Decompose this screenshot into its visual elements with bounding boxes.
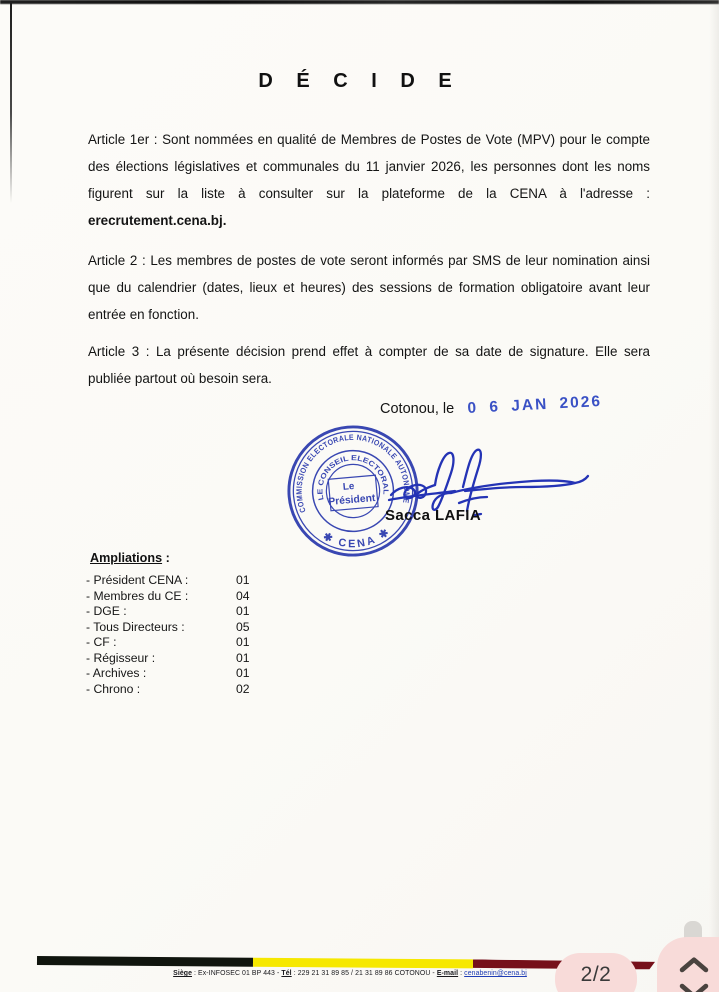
- footer-siege-label: Siège: [173, 970, 193, 977]
- flag-bar-dark-segment: [37, 956, 253, 966]
- stamp-center-line2: Président: [327, 492, 376, 508]
- flag-bar-yellow-segment: [253, 958, 473, 968]
- recruitment-url: erecrutement.cena.bj.: [88, 213, 227, 228]
- stamp-outer-ring-text: COMMISSION ELECTORALE NATIONALE AUTONOME: [294, 432, 412, 514]
- scan-artifact-left-line: [10, 3, 12, 203]
- ampliation-row: - Membres du CE : 04: [86, 588, 250, 603]
- ampliation-row: - DGE : 01: [86, 604, 250, 618]
- article-3-paragraph: Article 3 : La présente décision prend effet à compter de sa date de signature. Elle sera publiée partout où besoin sera.: [88, 344, 650, 386]
- ampliations-title: Ampliations :: [90, 551, 170, 565]
- footer-email-label: E-mail: [436, 970, 459, 977]
- ampliations-section: [86, 551, 306, 697]
- page-indicator: 2/2: [580, 963, 612, 986]
- footer-email-link: cenabenin@cena.bj: [464, 970, 527, 977]
- stamp-center-line1: Le: [342, 480, 355, 493]
- footer-siege-value: : Ex-INFOSEC 01 BP 443 -: [192, 970, 282, 977]
- chevron-down-icon[interactable]: [677, 982, 711, 992]
- ampliation-row: - Président CENA : 01: [86, 573, 250, 587]
- article-1-text: Article 1er : Sont nommées en qualité de Membres de Postes de Vote (MPV) pour le compte des élections législatives et communales du 11 janvier 2026, les personnes dont les noms figurent sur la liste à consulter sur la plateforme de la CENA à l'adresse :: [88, 132, 650, 201]
- page-indicator-pill: [555, 953, 637, 992]
- article-1-paragraph: [88, 126, 650, 234]
- ampliation-row: - Régisseur : 01: [86, 650, 250, 665]
- stamp-inner-ring-text: LE CONSEIL ELECTORAL: [315, 453, 391, 502]
- date-stamp: 0 6 JAN 2026: [467, 392, 603, 418]
- dateline: [380, 392, 603, 418]
- article-2-paragraph: Article 2 : Les membres de postes de vote seront informés par SMS de leur nomination ainsi que du calendrier (dates, lieux et heures) des sessions de formation obligatoire avant leur entrée en fonction.: [88, 253, 650, 322]
- signer-name: Sacca LAFIA: [385, 507, 482, 524]
- footer-contact-line: Siège : Ex-INFOSEC 01 BP 443 - Tél : 229 21 31 89 85 / 21 31 89 86 COTONOU - E-mail : cenabenin@cena.bj: [173, 970, 527, 977]
- footer-tel-value: : 229 21 31 89 85 / 21 31 89 86 COTONOU -: [291, 970, 437, 977]
- ampliation-row: - CF : 01: [86, 635, 250, 649]
- scan-artifact-top-edge: [0, 0, 719, 4]
- ampliation-row: - Archives : 01: [86, 666, 250, 680]
- document-title: D É C I D E: [258, 70, 461, 92]
- ampliation-row: - Chrono : 02: [86, 681, 250, 696]
- chevron-up-icon[interactable]: [677, 954, 711, 974]
- stamp-bottom-text: ✱ CENA ✱: [320, 525, 394, 551]
- ampliation-row: - Tous Directeurs : 05: [86, 619, 250, 634]
- dateline-place: Cotonou, le: [380, 401, 455, 417]
- scan-artifact-right-shade: [709, 0, 719, 992]
- page-navigation-panel: [657, 937, 719, 992]
- footer-tel-label: Tél: [281, 970, 292, 977]
